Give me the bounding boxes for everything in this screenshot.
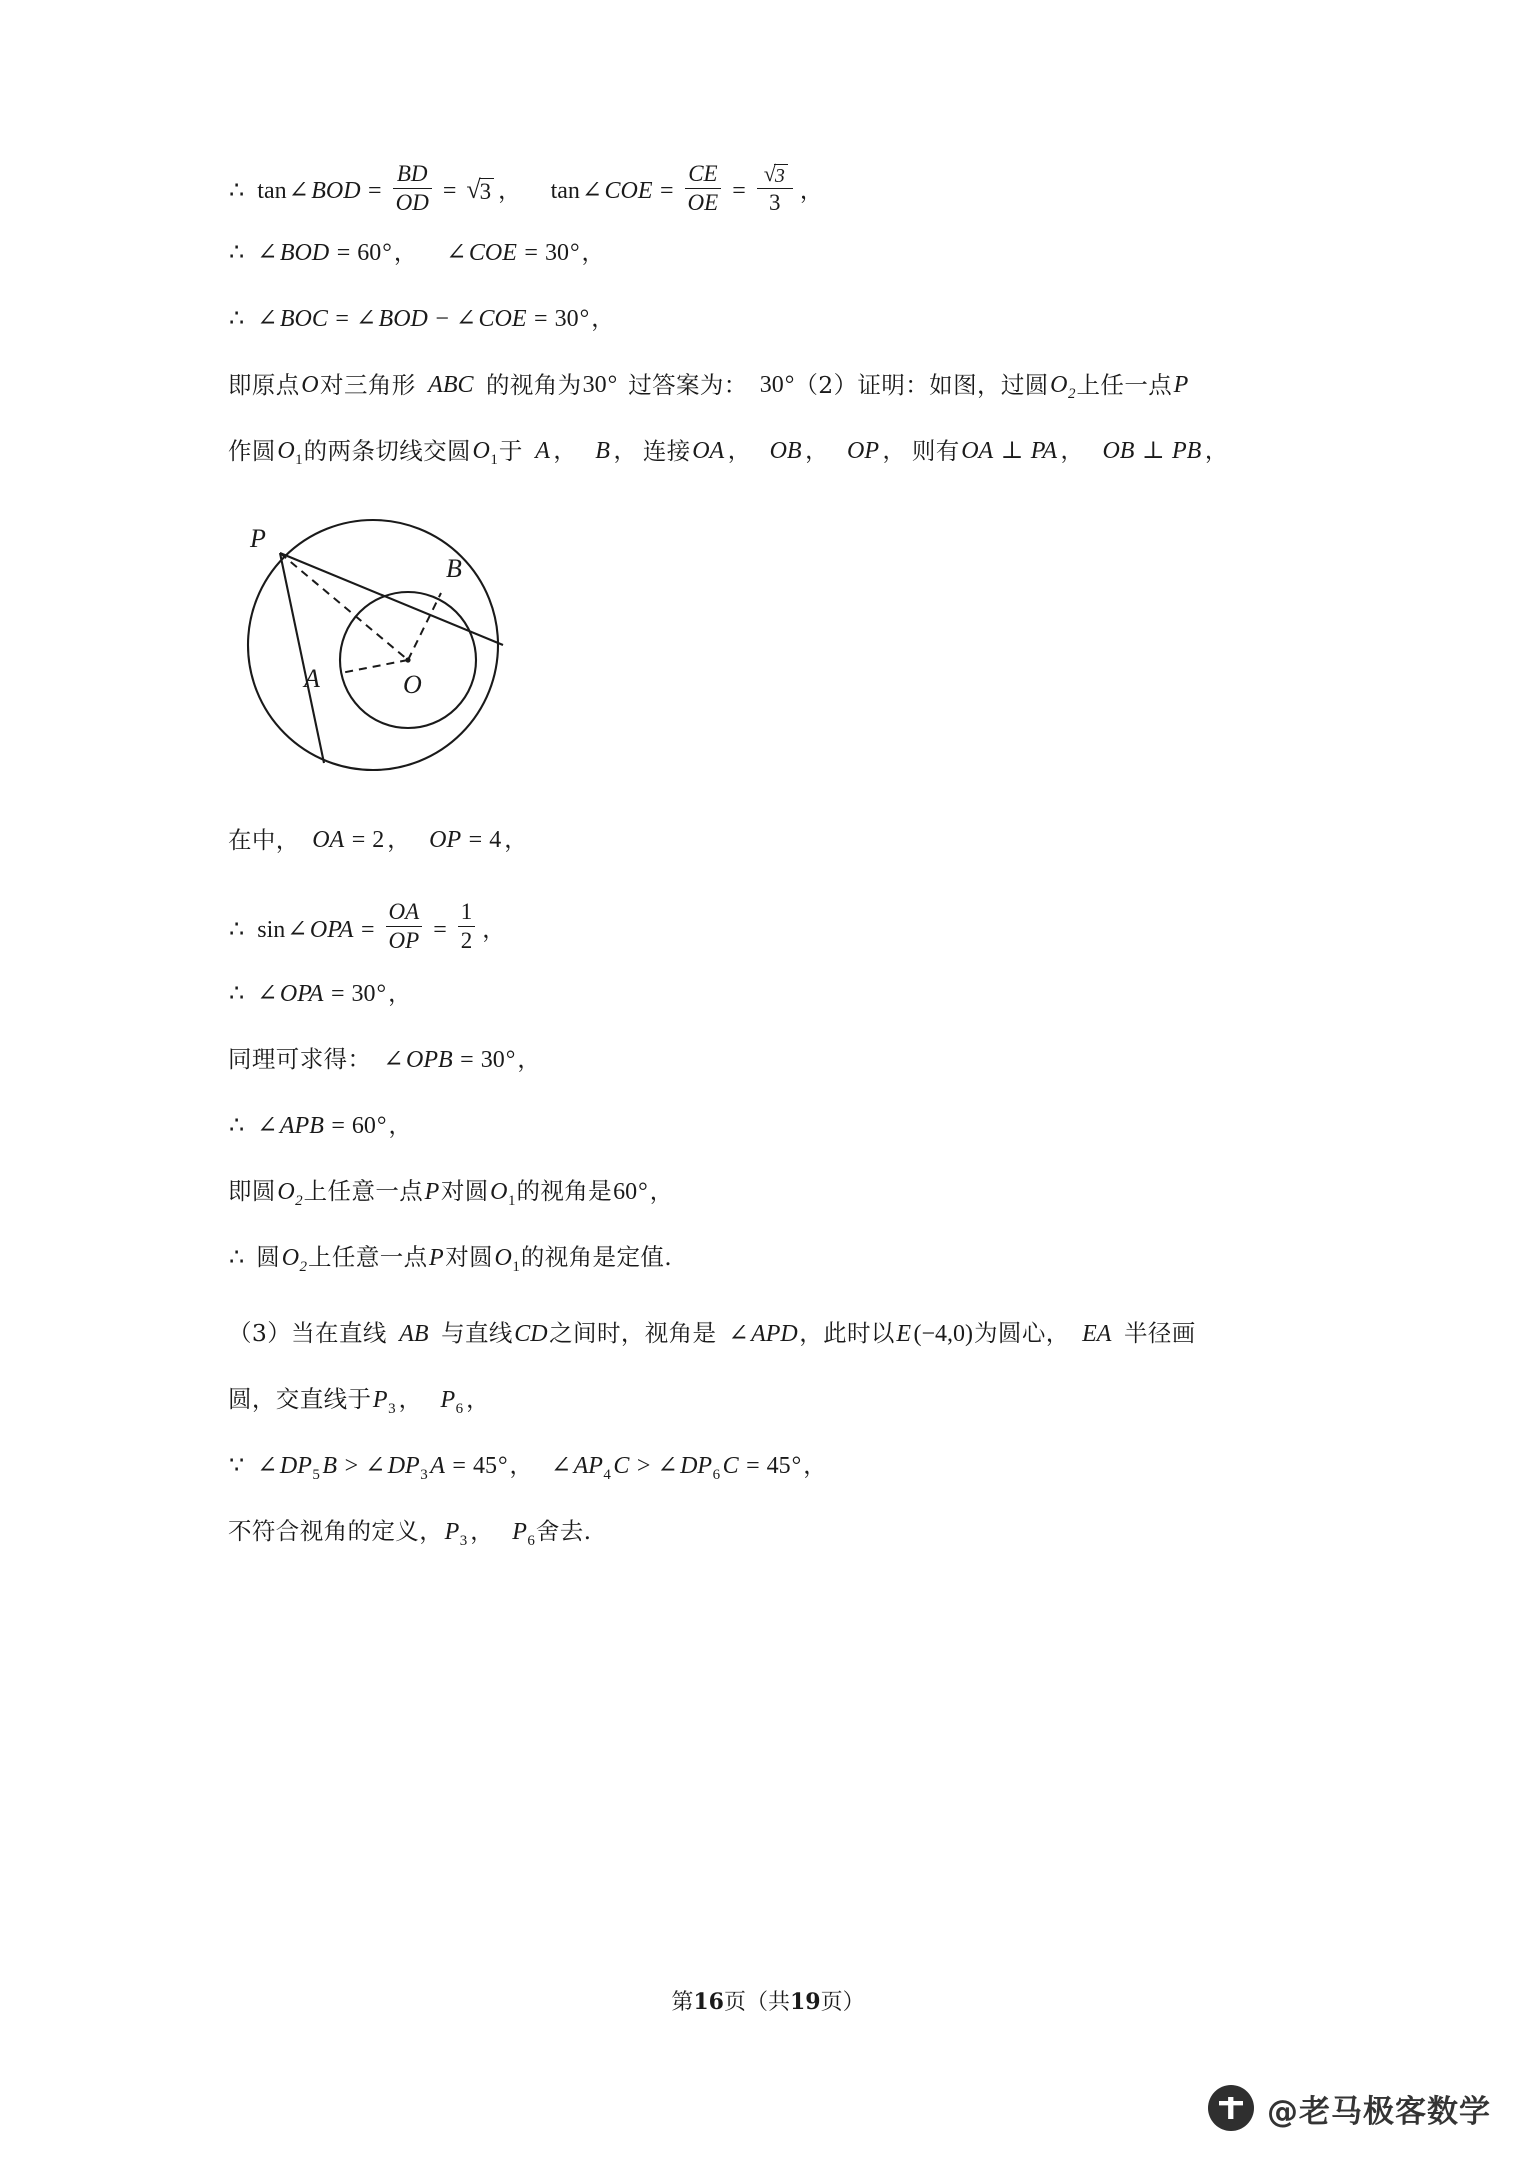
fraction-oa-op bbox=[386, 900, 423, 953]
angle-opa-label: OPA bbox=[309, 916, 354, 943]
subscript-1: 1 bbox=[490, 452, 498, 469]
degree-symbol: ° bbox=[505, 1046, 516, 1073]
comma: ， bbox=[470, 1518, 494, 1545]
line-cd-label: CD bbox=[514, 1320, 548, 1347]
sin-operator: sin bbox=[257, 916, 286, 943]
formula-line-3 bbox=[228, 307, 1348, 331]
angle-symbol: ∠ bbox=[728, 1320, 749, 1347]
fraction-numerator: OA bbox=[388, 899, 420, 925]
comma: ， bbox=[882, 438, 906, 465]
comma: ， bbox=[727, 438, 752, 465]
point-p-label: P bbox=[1173, 372, 1189, 399]
fraction-ce-oe bbox=[685, 162, 722, 215]
point-c-label: C bbox=[613, 1452, 630, 1479]
equals-symbol: = bbox=[335, 306, 349, 333]
formula-line-2 bbox=[228, 241, 1348, 265]
segment-ob-label-2: OB bbox=[1102, 438, 1135, 465]
text-segment: 的视角是定值. bbox=[520, 1243, 673, 1272]
text-segment: 的视角为 bbox=[485, 370, 582, 399]
text-segment: 上任意一点 bbox=[308, 1243, 428, 1272]
label-p: P bbox=[250, 524, 266, 554]
label-b: B bbox=[446, 554, 462, 584]
equals-symbol: = bbox=[336, 240, 351, 267]
page-content bbox=[228, 150, 1348, 1586]
point-p6-label: P bbox=[512, 1518, 527, 1545]
degree-symbol: ° bbox=[382, 240, 392, 267]
equals-symbol-2: = bbox=[442, 178, 457, 205]
subscript-2: 2 bbox=[295, 1192, 303, 1209]
comma: ， bbox=[517, 1046, 541, 1073]
point-a-label: A bbox=[535, 438, 550, 465]
line-ab-label: AB bbox=[399, 1320, 429, 1347]
watermark bbox=[1208, 2085, 1491, 2131]
because-symbol: ∵ bbox=[229, 1452, 245, 1479]
label-o: O bbox=[403, 670, 422, 700]
subscript-6: 6 bbox=[455, 1400, 464, 1417]
subscript-1: 1 bbox=[507, 1192, 516, 1209]
subscript-1: 1 bbox=[512, 1258, 520, 1275]
comma: ， bbox=[803, 1452, 827, 1479]
point-p3-label: P bbox=[372, 1386, 388, 1413]
text-segment: 即圆 bbox=[228, 1177, 276, 1206]
text-segment: 于 bbox=[498, 436, 523, 465]
text-segment: 上任一点 bbox=[1076, 370, 1173, 399]
angle-symbol: ∠ bbox=[383, 1046, 404, 1073]
circle-tangent-diagram bbox=[218, 505, 548, 785]
angle-symbol: ∠ bbox=[288, 178, 309, 205]
circle-o2-label: O bbox=[1050, 372, 1068, 399]
subscript-5: 5 bbox=[312, 1466, 320, 1483]
minus-symbol: − bbox=[435, 306, 449, 333]
text-segment: 半径画 bbox=[1123, 1319, 1196, 1348]
angle-symbol: ∠ bbox=[257, 1112, 278, 1139]
therefore-symbol: ∴ bbox=[229, 1244, 245, 1271]
degree-symbol: ° bbox=[376, 1112, 387, 1139]
value-60: 60 bbox=[613, 1178, 638, 1205]
point-o-label: O bbox=[301, 372, 319, 399]
degree-symbol: ° bbox=[497, 1452, 508, 1479]
comma: ， bbox=[466, 1386, 490, 1413]
equals-symbol-4: = bbox=[732, 178, 746, 205]
circle-o1-label: O bbox=[490, 1178, 508, 1205]
text-line-4 bbox=[228, 370, 1348, 403]
dashed-segment-ob bbox=[408, 593, 441, 660]
fraction-denominator: OE bbox=[685, 188, 722, 215]
comma-1: ， bbox=[498, 178, 522, 205]
point-p-label: P bbox=[424, 1178, 440, 1205]
footer-mid: 页（共 bbox=[723, 1990, 790, 2015]
point-p6-label: P bbox=[440, 1386, 456, 1413]
fraction-numerator: 1 bbox=[460, 899, 473, 925]
text-segment: 对三角形 bbox=[320, 370, 416, 399]
radicand: 3 bbox=[479, 178, 495, 203]
text-segment: 之间时，视角是 bbox=[549, 1319, 717, 1348]
angle-symbol-2: ∠ bbox=[446, 240, 467, 267]
comma: ， bbox=[388, 980, 412, 1007]
text-segment: 对圆 bbox=[440, 1177, 489, 1206]
footer-prefix: 第 bbox=[671, 1990, 694, 2015]
comma: ， bbox=[388, 1112, 412, 1139]
angle-symbol: ∠ bbox=[287, 916, 308, 943]
subscript-3: 3 bbox=[388, 1400, 396, 1417]
equals-symbol: = bbox=[331, 1112, 345, 1139]
equals-symbol-3: = bbox=[660, 178, 674, 205]
segment-ob-label: OB bbox=[769, 438, 802, 465]
circle-o2-label: O bbox=[277, 1178, 295, 1205]
angle-bod-label: BOD bbox=[279, 240, 330, 267]
subscript-4: 4 bbox=[603, 1466, 611, 1483]
text-segment: 过答案为： bbox=[628, 370, 748, 399]
formula-line-7 bbox=[228, 888, 1348, 954]
value-60: 60 bbox=[351, 1112, 376, 1139]
dashed-segment-oa bbox=[341, 660, 408, 673]
value-45: 45 bbox=[472, 1452, 497, 1479]
degree-symbol: ° bbox=[638, 1178, 648, 1205]
point-b-label: B bbox=[322, 1452, 338, 1479]
angle-symbol-2: ∠ bbox=[365, 1452, 386, 1479]
segment-ea-label: EA bbox=[1082, 1320, 1112, 1347]
equals-symbol: = bbox=[460, 1046, 474, 1073]
fraction-denominator: 3 bbox=[757, 188, 793, 215]
angle-boc-label: BOC bbox=[279, 306, 328, 333]
text-segment: 同理可求得： bbox=[228, 1045, 372, 1074]
text-segment: 为圆心， bbox=[974, 1319, 1070, 1348]
segment-oa-label: OA bbox=[312, 827, 345, 854]
fraction-bd-od bbox=[393, 162, 432, 215]
subscript-2: 2 bbox=[299, 1258, 308, 1275]
comma: ， bbox=[649, 1178, 674, 1205]
equals-symbol-2: = bbox=[534, 306, 548, 333]
segment-pa-label: PA bbox=[1030, 438, 1058, 465]
degree-symbol-2: ° bbox=[784, 372, 795, 399]
formula-line-9 bbox=[228, 1045, 1348, 1074]
text-segment: 舍去. bbox=[535, 1517, 592, 1546]
sqrt-3-expression bbox=[464, 175, 494, 205]
footer-suffix: 页） bbox=[820, 1990, 865, 2015]
text-segment: （3）当在直线 bbox=[228, 1319, 387, 1348]
segment-oa-label-2: OA bbox=[961, 438, 994, 465]
subscript-1: 1 bbox=[295, 452, 303, 469]
equals-symbol-2: = bbox=[468, 827, 483, 854]
angle-symbol-3: ∠ bbox=[550, 1452, 572, 1479]
center-point-o bbox=[405, 658, 410, 663]
formula-line-6 bbox=[228, 825, 1348, 854]
page-footer bbox=[0, 1985, 1536, 2016]
comma-1: ， bbox=[393, 240, 418, 267]
geometry-figure bbox=[218, 505, 1338, 790]
text-line-11 bbox=[228, 1177, 1348, 1209]
value-2: 2 bbox=[372, 827, 385, 854]
segment-op-label: OP bbox=[429, 827, 462, 854]
text-segment: 圆，交直线于 bbox=[228, 1385, 372, 1414]
text-segment: 上任意一点 bbox=[303, 1177, 424, 1206]
angle-bod-label: BOD bbox=[311, 178, 361, 205]
fraction-one-half bbox=[458, 900, 476, 953]
degree-symbol: ° bbox=[607, 372, 618, 399]
comma: ， bbox=[805, 438, 829, 465]
angle-symbol: ∠ bbox=[257, 980, 278, 1007]
equals-symbol: = bbox=[330, 980, 345, 1007]
circle-o1-label: O bbox=[277, 438, 295, 465]
equals-symbol-2: = bbox=[433, 916, 447, 943]
fraction-denominator: OD bbox=[393, 188, 432, 215]
comma-2: ， bbox=[581, 240, 605, 267]
angle-dp5b-label: DP bbox=[279, 1452, 312, 1479]
circle-o2-label: O bbox=[281, 1244, 300, 1271]
answer-value-30: 30 bbox=[759, 372, 784, 399]
text-segment: 作圆 bbox=[228, 436, 276, 465]
greater-than-symbol-2: > bbox=[636, 1452, 651, 1479]
comma: ， bbox=[591, 306, 615, 333]
text-segment: （2）证明：如图，过圆 bbox=[794, 370, 1049, 399]
equals-symbol: = bbox=[368, 178, 382, 205]
angle-symbol: ∠ bbox=[257, 240, 278, 267]
angle-symbol: ∠ bbox=[257, 1452, 278, 1479]
degree-symbol-2: ° bbox=[791, 1452, 802, 1479]
fraction-sqrt3-over-3 bbox=[757, 162, 793, 215]
coordinates-e: (−4,0) bbox=[913, 1320, 974, 1347]
angle-dp6c-label: DP bbox=[680, 1452, 713, 1479]
page-number: 16 bbox=[693, 1989, 724, 2015]
text-segment: 的视角是 bbox=[516, 1177, 613, 1206]
text-segment: 的两条切线交圆 bbox=[303, 436, 471, 465]
perpendicular-symbol-2: ⊥ bbox=[1141, 438, 1165, 465]
perpendicular-symbol: ⊥ bbox=[1000, 438, 1024, 465]
circle-o1-label: O bbox=[494, 1244, 512, 1271]
point-b-label: B bbox=[595, 438, 610, 465]
equals-symbol: = bbox=[351, 827, 366, 854]
text-line-12 bbox=[228, 1243, 1348, 1275]
degree-symbol: ° bbox=[376, 980, 387, 1007]
comma: ， bbox=[1060, 438, 1084, 465]
fraction-numerator: CE bbox=[688, 161, 718, 186]
point-p3-label: P bbox=[444, 1518, 460, 1545]
total-pages: 19 bbox=[790, 1989, 821, 2015]
text-segment: 圆 bbox=[256, 1243, 281, 1272]
angle-apb-label: APB bbox=[279, 1112, 324, 1139]
therefore-symbol: ∴ bbox=[229, 1112, 245, 1139]
angle-coe-label: COE bbox=[604, 178, 653, 205]
text-line-5 bbox=[228, 436, 1348, 469]
radicand: 3 bbox=[774, 164, 788, 186]
therefore-symbol: ∴ bbox=[229, 240, 245, 267]
angle-bod-label: BOD bbox=[378, 306, 428, 333]
angle-symbol-4: ∠ bbox=[657, 1452, 678, 1479]
point-a-label: A bbox=[430, 1452, 445, 1479]
label-a: A bbox=[304, 664, 320, 694]
degree-symbol: ° bbox=[579, 306, 590, 333]
text-segment: 即原点 bbox=[228, 370, 300, 399]
value-60: 60 bbox=[357, 240, 382, 267]
point-p-label: P bbox=[429, 1244, 444, 1271]
greater-than-symbol: > bbox=[344, 1452, 359, 1479]
fraction-numerator: BD bbox=[396, 161, 428, 186]
value-30: 30 bbox=[480, 1046, 505, 1073]
radical-sign-icon: √ bbox=[466, 175, 481, 205]
text-segment: 对圆 bbox=[445, 1243, 494, 1272]
angle-coe-label: COE bbox=[478, 306, 527, 333]
formula-line-8 bbox=[228, 982, 1348, 1006]
value-45-2: 45 bbox=[766, 1452, 791, 1479]
value-30: 30 bbox=[582, 372, 607, 399]
value-30: 30 bbox=[554, 306, 579, 333]
value-30: 30 bbox=[351, 980, 376, 1007]
degree-symbol-2: ° bbox=[569, 240, 580, 267]
fraction-numerator bbox=[757, 162, 793, 188]
segment-op-label: OP bbox=[847, 438, 879, 465]
equals-symbol-2: = bbox=[524, 240, 538, 267]
value-30: 30 bbox=[544, 240, 569, 267]
text-line-16 bbox=[228, 1517, 1348, 1549]
equals-symbol-2: = bbox=[746, 1452, 760, 1479]
angle-opa-label: OPA bbox=[279, 980, 324, 1007]
therefore-symbol: ∴ bbox=[229, 980, 245, 1007]
text-segment: 与直线 bbox=[441, 1319, 513, 1348]
angle-symbol-2: ∠ bbox=[355, 306, 377, 333]
comma: ， bbox=[398, 1386, 422, 1413]
angle-symbol: ∠ bbox=[257, 306, 278, 333]
circle-o1-label-2: O bbox=[472, 438, 490, 465]
triangle-abc-label: ABC bbox=[428, 372, 474, 399]
therefore-symbol: ∴ bbox=[229, 306, 245, 333]
comma: ， bbox=[553, 438, 577, 465]
text-segment: 连接 bbox=[642, 436, 691, 465]
subscript-3: 3 bbox=[459, 1532, 468, 1549]
equals-symbol: = bbox=[360, 916, 375, 943]
toutiao-logo-icon bbox=[1208, 2085, 1254, 2131]
angle-dp3a-label: DP bbox=[387, 1452, 420, 1479]
sqrt-3-small bbox=[762, 161, 788, 187]
comma: ， bbox=[509, 1452, 533, 1479]
segment-oa-label: OA bbox=[692, 438, 725, 465]
subscript-2: 2 bbox=[1068, 386, 1076, 403]
comma: ， bbox=[482, 916, 506, 943]
comma: ， bbox=[387, 827, 411, 854]
angle-opb-label: OPB bbox=[406, 1046, 453, 1073]
formula-line-10 bbox=[228, 1114, 1348, 1138]
subscript-3: 3 bbox=[420, 1466, 428, 1483]
therefore-symbol: ∴ bbox=[229, 916, 245, 943]
subscript-6: 6 bbox=[527, 1532, 535, 1549]
text-segment: ，此时以 bbox=[799, 1319, 895, 1348]
tan-operator: tan bbox=[257, 178, 287, 205]
fraction-denominator: 2 bbox=[458, 926, 476, 953]
comma: ， bbox=[1204, 438, 1229, 465]
fraction-denominator: OP bbox=[386, 926, 423, 953]
watermark-text: @老马极客数学 bbox=[1267, 2093, 1491, 2130]
angle-symbol-3: ∠ bbox=[455, 306, 477, 333]
angle-symbol-2: ∠ bbox=[581, 178, 602, 205]
text-segment: 不符合视角的定义， bbox=[228, 1517, 444, 1546]
comma: ， bbox=[613, 438, 637, 465]
text-segment: 则有 bbox=[911, 436, 960, 465]
radical-sign-icon: √ bbox=[763, 161, 776, 186]
value-4: 4 bbox=[489, 827, 502, 854]
formula-line-15 bbox=[228, 1452, 1348, 1483]
equals-symbol: = bbox=[452, 1452, 466, 1479]
comma-2: ， bbox=[799, 178, 824, 205]
text-segment: 在中， bbox=[228, 825, 300, 854]
point-c-label-2: C bbox=[722, 1452, 739, 1479]
point-e-label: E bbox=[896, 1320, 911, 1347]
angle-ap4c-label: AP bbox=[573, 1452, 603, 1479]
text-line-13 bbox=[228, 1319, 1348, 1348]
subscript-6: 6 bbox=[712, 1466, 721, 1483]
tan-operator-2: tan bbox=[550, 178, 580, 205]
therefore-symbol: ∴ bbox=[229, 178, 245, 205]
angle-apd-label: APD bbox=[751, 1320, 798, 1347]
comma: ， bbox=[504, 827, 528, 854]
text-line-14 bbox=[228, 1385, 1348, 1417]
formula-line-1 bbox=[228, 150, 1348, 216]
angle-coe-label: COE bbox=[468, 240, 517, 267]
segment-pb-label: PB bbox=[1172, 438, 1202, 465]
